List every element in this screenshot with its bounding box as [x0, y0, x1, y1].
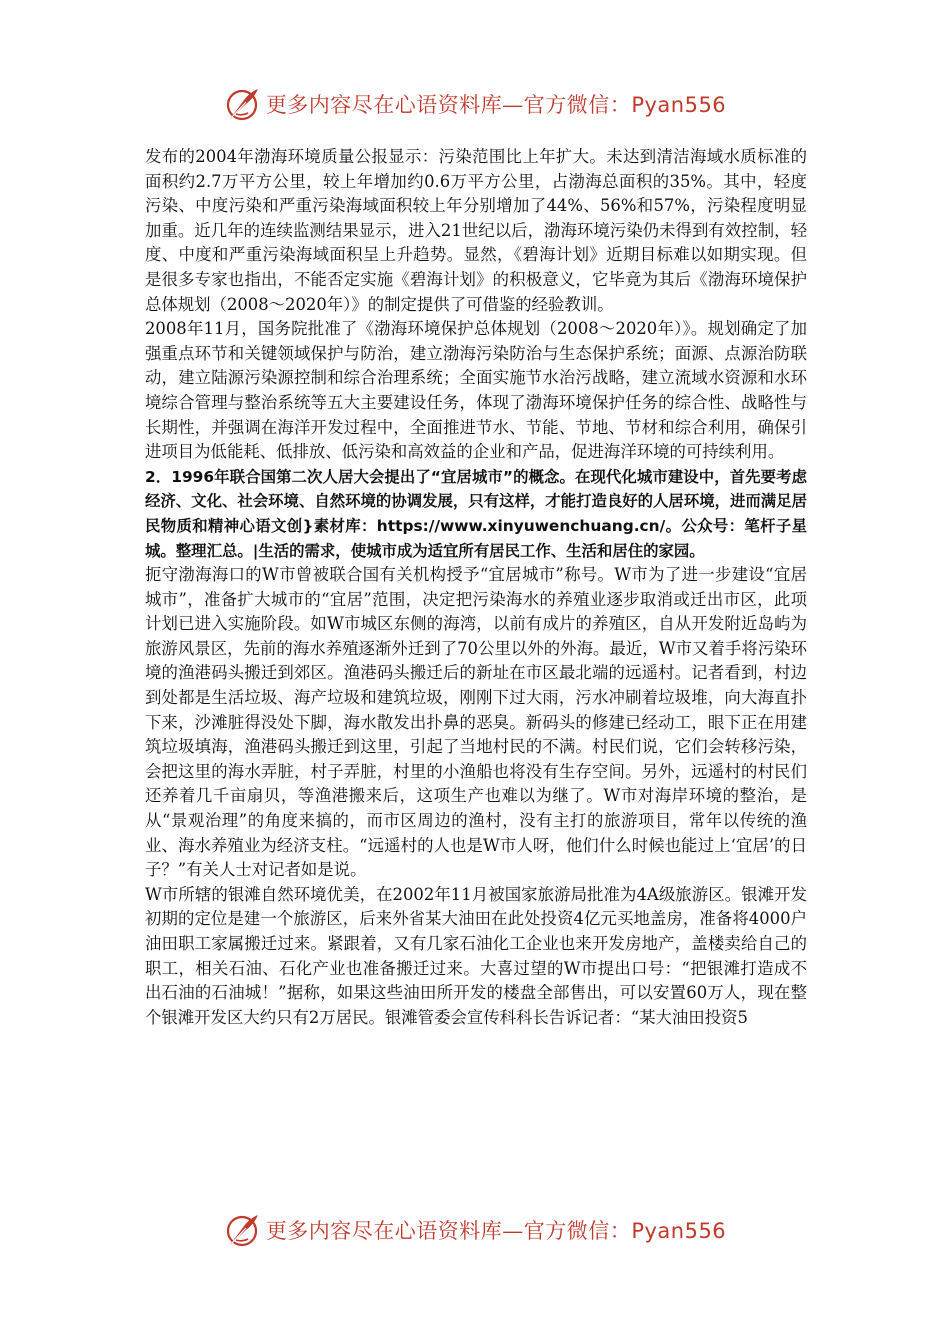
watermark-inner: [224, 86, 726, 122]
quill-logo-icon: [224, 1212, 260, 1248]
watermark-inner: [224, 1212, 726, 1248]
watermark-wechat-id: Pyan556: [631, 93, 727, 117]
watermark-banner-top: [0, 84, 950, 124]
paragraph-bohai-plan-2008: 2008年11月，国务院批准了《渤海环境保护总体规划（2008～2020年）》。规划确定了加强重点环节和关键领域保护与防治，建立渤海污染防治与生态保护系统；面源、点源治防联动，建立陆源污染源控制和综合治理系统；全面实施节水治污战略，建立流域水资源和水环境综合管理与整治系统等五大主要建设任务，体现了渤海环境保护任务的综合性、战略性与长期性，并强调在海洋开发过程中，全面推进节水、节能、节地、节材和综合利用，确保引进项目为低能耗、低排放、低污染和高效益的企业和产品，促进海洋环境的可持续利用。: [145, 319, 807, 462]
paragraph-yintan-development: W市所辖的银滩自然环境优美，在2002年11月被国家旅游局批准为4A级旅游区。银滩开发初期的定位是建一个旅游区，后来外省某大油田在此处投资4亿元买地盖房，准备将4000户油田职工家属搬迁过来。紧跟着，又有几家石油化工企业也来开发房地产，盖楼卖给自己的职工，相关石油、石化产业也准备搬迁过来。大喜过望的W市提出口号：“把银滩打造成不出石油的石油城！”据称，如果这些油田所开发的楼盘全部售出，可以安置60万人，现在整个银滩开发区大约只有2万居民。银滩管委会宣传科科长告诉记者：“某大油田投资5: [145, 884, 807, 1027]
paragraph-w-city-fishing-port: 扼守渤海海口的W市曾被联合国有关机构授予“宜居城市”称号。W市为了进一步建设“宜居城市”，准备扩大城市的“宜居”范围，决定把污染海水的养殖业逐步取消或迁出市区，此项计划已进入实施阶段。如W市城区东侧的海湾，以前有成片的养殖区，自从开发附近岛屿为旅游风景区，先前的海水养殖逐渐外迁到了70公里以外的外海。最近，W市又着手将污染环境的渔港码头搬迁到郊区。渔港码头搬迁后的新址在市区最北端的远遥村。记者看到，村边到处都是生活垃圾、海产垃圾和建筑垃圾，刚刚下过大雨，污水冲刷着垃圾堆，向大海直扑下来，沙滩脏得没处下脚，海水散发出扑鼻的恶臭。新码头的修建已经动工，眼下正在用建筑垃圾填海，渔港码头搬迁到这里，引起了当地村民的不满。村民们说，它们会转移污染，会把这里的海水弄脏，村子弄脏，村里的小渔船也将没有生存空间。另外，远遥村的村民们还养着几千亩扇贝，等渔港搬来后，这项生产也难以为继了。W市对海岸环境的整治，是从“景观治理”的角度来搞的，而市区周边的渔村，没有主打的旅游项目，常年以传统的渔业、海水养殖业为经济支柱。“远遥村的人也是W市人呀，他们什么时候也能过上‘宜居’的日子？”有关人士对记者如是说。: [145, 565, 807, 880]
quill-logo-icon: [224, 86, 260, 122]
watermark-text: 更多内容尽在心语资料库—官方微信：Pyan556: [265, 1219, 727, 1243]
document-body: [145, 145, 807, 1030]
watermark-text: 更多内容尽在心语资料库—官方微信：Pyan556: [265, 93, 727, 117]
paragraph-bohai-2004-report: 发布的2004年渤海环境质量公报显示：污染范围比上年扩大。未达到清洁海域水质标准的面积约2.7万平方公里，较上年增加约0.6万平方公里，占渤海总面积的35%。其中，轻度污染、中度污染和严重污染海域面积较上年分别增加了44%、56%和57%，污染程度明显加重。近几年的连续监测结果显示，进入21世纪以后，渤海环境污染仍未得到有效控制，轻度、中度和严重污染海域面积呈上升趋势。显然，《碧海计划》近期目标难以如期实现。但是很多专家也指出，不能否定实施《碧海计划》的积极意义，它毕竟为其后《渤海环境保护总体规划（2008～2020年）》的制定提供了可借鉴的经验教训。: [145, 147, 807, 314]
watermark-wechat-id: Pyan556: [631, 1219, 727, 1243]
watermark-banner-bottom: [0, 1210, 950, 1250]
paragraph-livable-city-intro: 2．1996年联合国第二次人居大会提出了“宜居城市”的概念。在现代化城市建设中，首先要考虑经济、文化、社会环境、自然环境的协调发展，只有这样，才能打造良好的人居环境，进而满足居民物质和精神心语文创}素材库：https://www.xinyuwenchuang.cn/。公众号：笔杆子星城。整理汇总。|生活的需求，使城市成为适宜所有居民工作、生活和居住的家园。: [145, 467, 807, 560]
